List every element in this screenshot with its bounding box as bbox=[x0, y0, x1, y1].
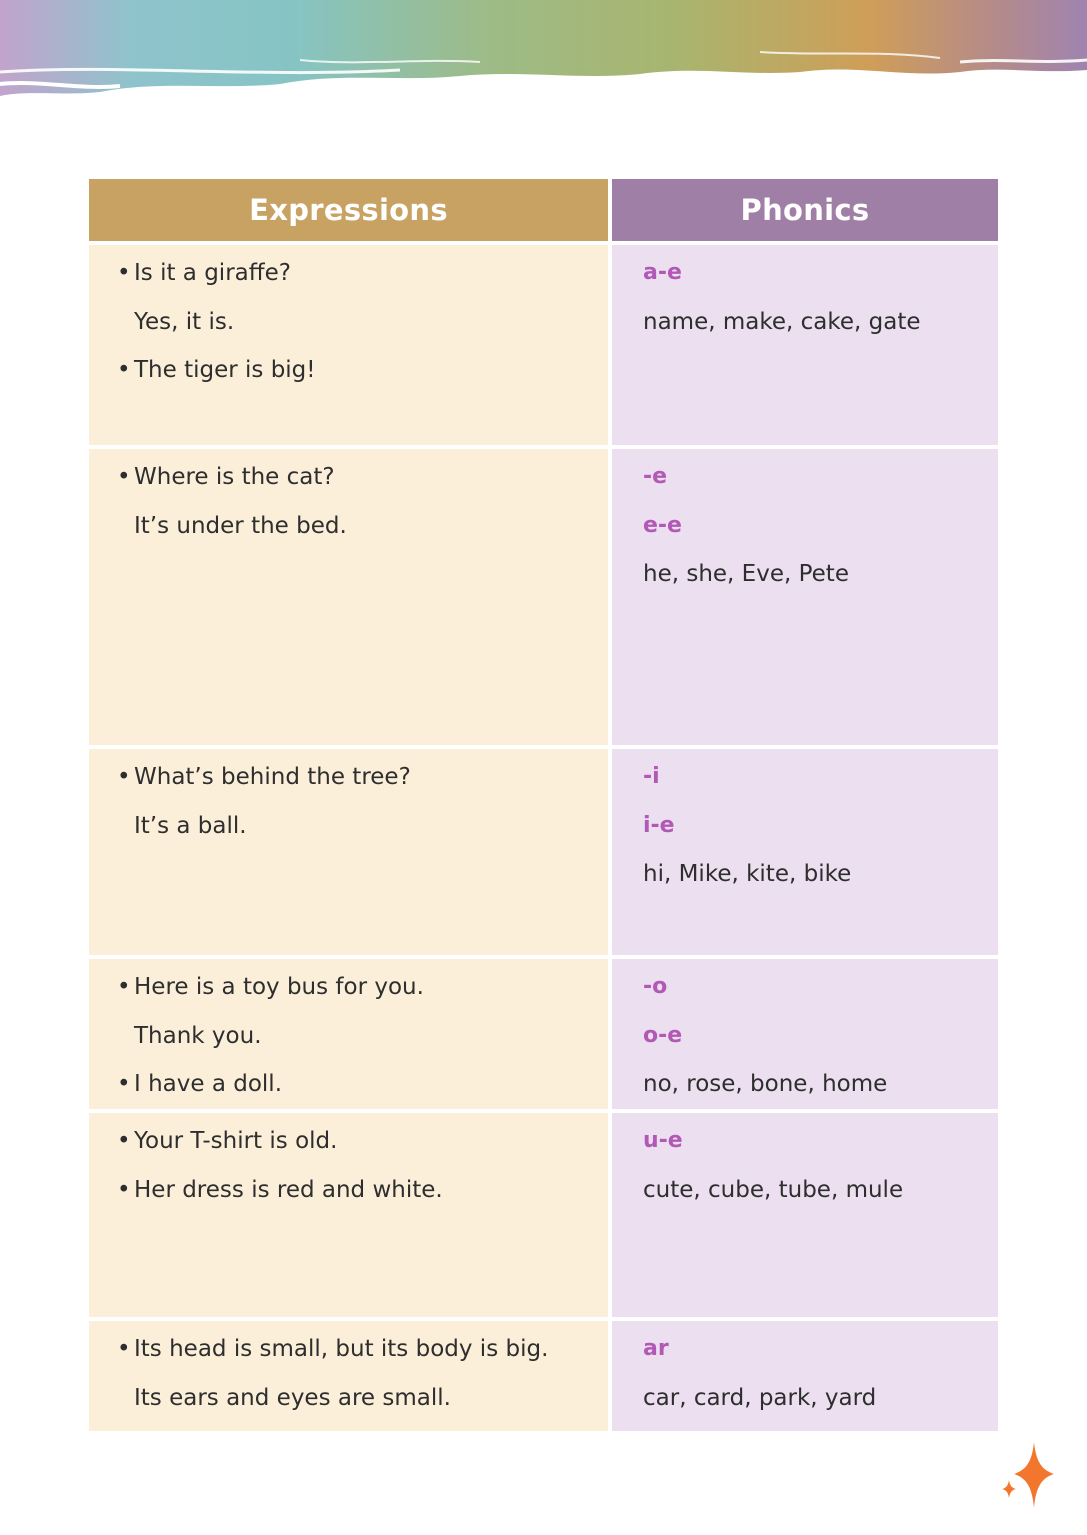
bullet-mark: • bbox=[117, 974, 131, 1000]
phonics-words: cute, cube, tube, mule bbox=[643, 1176, 904, 1203]
expressions-header: Expressions bbox=[89, 179, 608, 241]
phonics-cell bbox=[612, 959, 998, 1109]
bullet-mark: • bbox=[117, 764, 131, 790]
phonics-words: no, rose, bone, home bbox=[643, 1071, 888, 1097]
expression-text: Here is a toy bus for you. bbox=[134, 974, 424, 1000]
phonics-cell bbox=[612, 245, 998, 445]
expression-text: Is it a giraffe? bbox=[134, 260, 291, 286]
bullet-mark: • bbox=[117, 1071, 131, 1097]
phonics-header: Phonics bbox=[612, 179, 998, 241]
phonics-pattern: i-e bbox=[643, 812, 675, 838]
expression-text: The tiger is big! bbox=[134, 357, 316, 383]
expressions-cell bbox=[89, 1321, 608, 1431]
bullet-mark: • bbox=[117, 464, 131, 490]
phonics-words: hi, Mike, kite, bike bbox=[643, 861, 852, 887]
bullet-expression bbox=[117, 461, 608, 510]
expression-text: Its ears and eyes are small. bbox=[134, 1384, 451, 1411]
phonics-words: he, she, Eve, Pete bbox=[643, 561, 849, 587]
bullet-mark: • bbox=[117, 260, 131, 286]
expression-text: It’s a ball. bbox=[134, 812, 247, 839]
bullet-expression bbox=[117, 971, 608, 1020]
phonics-words: name, make, cake, gate bbox=[643, 308, 921, 335]
bullet-mark: • bbox=[117, 1176, 131, 1203]
phonics-pattern: u-e bbox=[643, 1128, 683, 1153]
expressions-cell bbox=[89, 749, 608, 955]
phonics-pattern: e-e bbox=[643, 512, 682, 538]
bullet-mark: • bbox=[117, 357, 131, 383]
expressions-cell bbox=[89, 959, 608, 1109]
expression-text: It’s under the bed. bbox=[134, 512, 347, 539]
expression-text: Her dress is red and white. bbox=[134, 1176, 443, 1203]
bullet-expression bbox=[117, 1174, 608, 1223]
phonics-pattern: -o bbox=[643, 974, 668, 999]
phonics-pattern: a-e bbox=[643, 260, 682, 285]
expressions-cell bbox=[89, 245, 608, 445]
phonics-pattern: -i bbox=[643, 764, 660, 789]
watercolor-banner bbox=[0, 0, 1087, 110]
response-expression bbox=[117, 810, 608, 859]
bullet-expression bbox=[117, 1125, 608, 1174]
response-expression bbox=[117, 510, 608, 559]
response-expression bbox=[117, 1382, 608, 1431]
bullet-expression bbox=[117, 354, 608, 403]
expression-text: Where is the cat? bbox=[134, 464, 335, 490]
expression-text: I have a doll. bbox=[134, 1071, 283, 1097]
phonics-cell bbox=[612, 749, 998, 955]
sparkle-star-icon bbox=[1000, 1440, 1056, 1510]
phonics-words: car, card, park, yard bbox=[643, 1384, 877, 1411]
phonics-cell bbox=[612, 1113, 998, 1317]
expression-text: Your T-shirt is old. bbox=[134, 1128, 338, 1154]
bullet-mark: • bbox=[117, 1128, 131, 1154]
bullet-expression bbox=[117, 1333, 608, 1382]
bullet-mark: • bbox=[117, 1336, 131, 1362]
bullet-expression bbox=[117, 257, 608, 306]
unit-summary-table bbox=[89, 179, 998, 1431]
phonics-pattern: o-e bbox=[643, 1022, 683, 1048]
phonics-cell bbox=[612, 1321, 998, 1431]
bullet-expression bbox=[117, 1068, 608, 1117]
expressions-cell bbox=[89, 1113, 608, 1317]
response-expression bbox=[117, 1020, 608, 1069]
expression-text: Yes, it is. bbox=[134, 308, 235, 335]
expression-text: Thank you. bbox=[134, 1022, 262, 1049]
response-expression bbox=[117, 306, 608, 355]
phonics-cell bbox=[612, 449, 998, 745]
expressions-cell bbox=[89, 449, 608, 745]
phonics-pattern: ar bbox=[643, 1336, 669, 1361]
bullet-expression bbox=[117, 761, 608, 810]
phonics-pattern: -e bbox=[643, 464, 668, 489]
expression-text: What’s behind the tree? bbox=[134, 764, 411, 790]
expression-text: Its head is small, but its body is big. bbox=[134, 1336, 549, 1362]
